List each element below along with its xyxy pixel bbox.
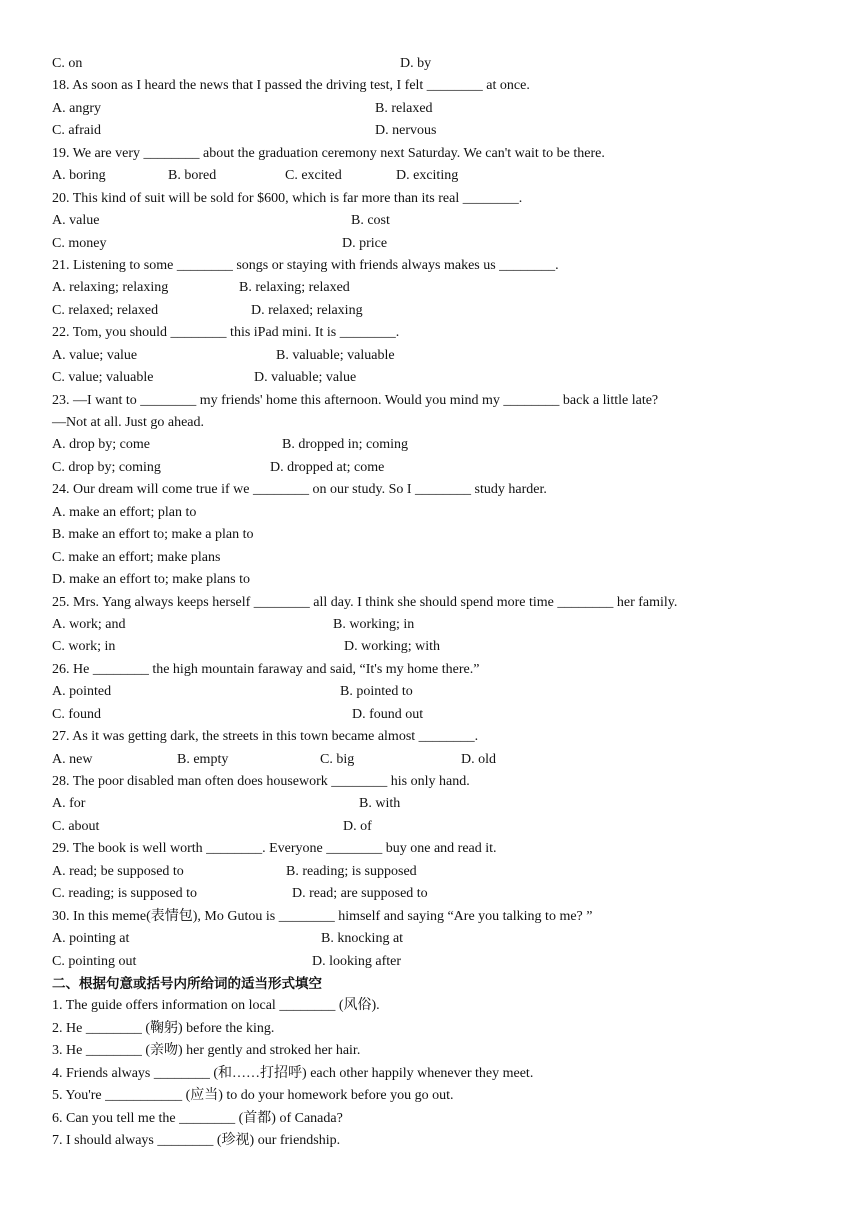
q17-option-c: C. on xyxy=(52,56,83,71)
fill-item-7: 7. I should always ________ (珍视) our friendship. xyxy=(52,1133,341,1148)
q22-options-ab xyxy=(52,345,842,367)
q29-option-c: C. reading; is supposed to xyxy=(52,886,198,902)
q26-option-b: B. pointed to xyxy=(340,684,413,700)
q19-options xyxy=(52,165,842,187)
q30-options-cd xyxy=(52,951,842,973)
q20-option-c: C. money xyxy=(52,235,107,251)
q25-options-cd xyxy=(52,636,842,658)
q24-option-c: C. make an effort; make plans xyxy=(52,549,221,565)
q20-option-b: B. cost xyxy=(351,213,390,229)
question-stem: 28. The poor disabled man often does housework ________ his only hand. xyxy=(52,774,470,789)
q25-option-b: B. working; in xyxy=(333,616,415,632)
q17-option-d: D. by xyxy=(400,56,432,71)
q21-options-cd xyxy=(52,300,842,322)
question-stem: 25. Mrs. Yang always keeps herself ________ all day. I think she should spend more time ________ her family. xyxy=(52,594,678,610)
question-stem: 26. He ________ the high mountain faraway and said, “It's my home there.” xyxy=(52,661,480,677)
question-stem: 21. Listening to some ________ songs or staying with friends always makes us ________. xyxy=(52,257,559,273)
q29-options-ab xyxy=(52,861,842,883)
q23-options-ab xyxy=(52,434,842,456)
q20-option-d: D. price xyxy=(342,235,388,251)
q28-option-c: C. about xyxy=(52,818,100,834)
q27-option-a: A. new xyxy=(52,751,93,767)
q17-options-cd xyxy=(52,53,842,75)
q18-options-cd xyxy=(52,120,842,142)
q25-option-d: D. working; with xyxy=(344,639,441,655)
question-stem: 18. As soon as I heard the news that I passed the driving test, I felt ________ at once. xyxy=(52,78,530,94)
worksheet xyxy=(52,53,842,1152)
fill-item-5: 5. You're ___________ (应当) to do your homework before you go out. xyxy=(52,1088,454,1104)
q29-option-b: B. reading; is supposed xyxy=(286,863,417,879)
q21-option-d: D. relaxed; relaxing xyxy=(251,302,363,318)
q30-options-ab xyxy=(52,928,842,950)
question-stem: 30. In this meme(表情包), Mo Gutou is ________ himself and saying “Are you talking to me? ” xyxy=(52,908,593,924)
q22-option-b: B. valuable; valuable xyxy=(276,347,395,363)
question-stem: 29. The book is well worth ________. Everyone ________ buy one and read it. xyxy=(52,841,497,857)
q23-option-b: B. dropped in; coming xyxy=(282,437,408,453)
question-stem: 20. This kind of suit will be sold for $600, which is far more than its real ________. xyxy=(52,190,523,206)
q27-option-d: D. old xyxy=(461,751,496,767)
q24-option-a: A. make an effort; plan to xyxy=(52,504,197,520)
q21-options-ab xyxy=(52,277,842,299)
q30-option-b: B. knocking at xyxy=(321,931,404,947)
q22-option-a: A. value; value xyxy=(52,347,138,363)
q24-option-d: D. make an effort to; make plans to xyxy=(52,572,251,588)
fill-item-2: 2. He ________ (鞠躬) before the king. xyxy=(52,1020,275,1036)
q23-reply: —Not at all. Just go ahead. xyxy=(52,415,205,430)
question-stem: 22. Tom, you should ________ this iPad mini. It is ________. xyxy=(52,325,400,341)
question-stem: 24. Our dream will come true if we ________ on our study. So I ________ study harder. xyxy=(52,482,547,498)
q25-options-ab xyxy=(52,614,842,636)
fill-item-3: 3. He ________ (亲吻) her gently and stroked her hair. xyxy=(52,1043,361,1059)
q18-option-a: A. angry xyxy=(52,100,101,116)
fill-item-6: 6. Can you tell me the ________ (首都) of Canada? xyxy=(52,1110,343,1126)
q18-option-c: C. afraid xyxy=(52,123,101,139)
q27-options xyxy=(52,749,842,771)
q28-options-cd xyxy=(52,816,842,838)
q27-option-c: C. big xyxy=(320,751,355,767)
q29-option-a: A. read; be supposed to xyxy=(52,863,184,879)
q26-option-c: C. found xyxy=(52,706,101,722)
q20-option-a: A. value xyxy=(52,213,100,229)
q28-option-d: D. of xyxy=(343,818,372,834)
q20-options-cd xyxy=(52,233,842,255)
q22-option-c: C. value; valuable xyxy=(52,370,154,386)
question-stem: 19. We are very ________ about the graduation ceremony next Saturday. We can't wait to be there. xyxy=(52,145,605,161)
q21-option-a: A. relaxing; relaxing xyxy=(52,280,169,296)
q30-option-d: D. looking after xyxy=(312,953,402,969)
q22-option-d: D. valuable; value xyxy=(254,370,357,386)
question-stem: 27. As it was getting dark, the streets in this town became almost ________. xyxy=(52,729,479,745)
q26-options-ab xyxy=(52,681,842,703)
q21-option-c: C. relaxed; relaxed xyxy=(52,302,159,318)
q22-options-cd xyxy=(52,367,842,389)
q29-options-cd xyxy=(52,883,842,905)
q26-option-d: D. found out xyxy=(352,706,424,722)
q18-options-ab xyxy=(52,98,842,120)
q21-option-b: B. relaxing; relaxed xyxy=(239,280,350,296)
q26-option-a: A. pointed xyxy=(52,684,112,700)
q23-options-cd xyxy=(52,457,842,479)
question-stem: 23. —I want to ________ my friends' home this afternoon. Would you mind my ________ back a little late? xyxy=(52,392,659,408)
q27-option-b: B. empty xyxy=(177,751,229,767)
q19-option-c: C. excited xyxy=(285,168,342,184)
q25-option-a: A. work; and xyxy=(52,616,126,632)
q19-option-a: A. boring xyxy=(52,168,106,184)
fill-item-4: 4. Friends always ________ (和……打招呼) each other happily whenever they meet. xyxy=(52,1065,534,1081)
q23-option-c: C. drop by; coming xyxy=(52,459,161,475)
q20-options-ab xyxy=(52,210,842,232)
q19-option-b: B. bored xyxy=(168,168,217,184)
q28-option-b: B. with xyxy=(359,796,401,812)
q23-option-d: D. dropped at; come xyxy=(270,459,385,475)
q30-option-c: C. pointing out xyxy=(52,953,137,969)
q18-option-d: D. nervous xyxy=(375,123,437,139)
q24-option-b: B. make an effort to; make a plan to xyxy=(52,527,254,543)
q28-options-ab xyxy=(52,793,842,815)
q28-option-a: A. for xyxy=(52,796,86,812)
q29-option-d: D. read; are supposed to xyxy=(292,886,428,902)
q23-option-a: A. drop by; come xyxy=(52,437,150,453)
q30-option-a: A. pointing at xyxy=(52,931,130,947)
q25-option-c: C. work; in xyxy=(52,639,116,655)
fill-item-1: 1. The guide offers information on local ________ (风俗). xyxy=(52,998,380,1014)
q26-options-cd xyxy=(52,704,842,726)
q18-option-b: B. relaxed xyxy=(375,100,433,116)
section-heading: 二、根据句意或括号内所给词的适当形式填空 xyxy=(52,975,322,992)
q19-option-d: D. exciting xyxy=(396,168,459,184)
